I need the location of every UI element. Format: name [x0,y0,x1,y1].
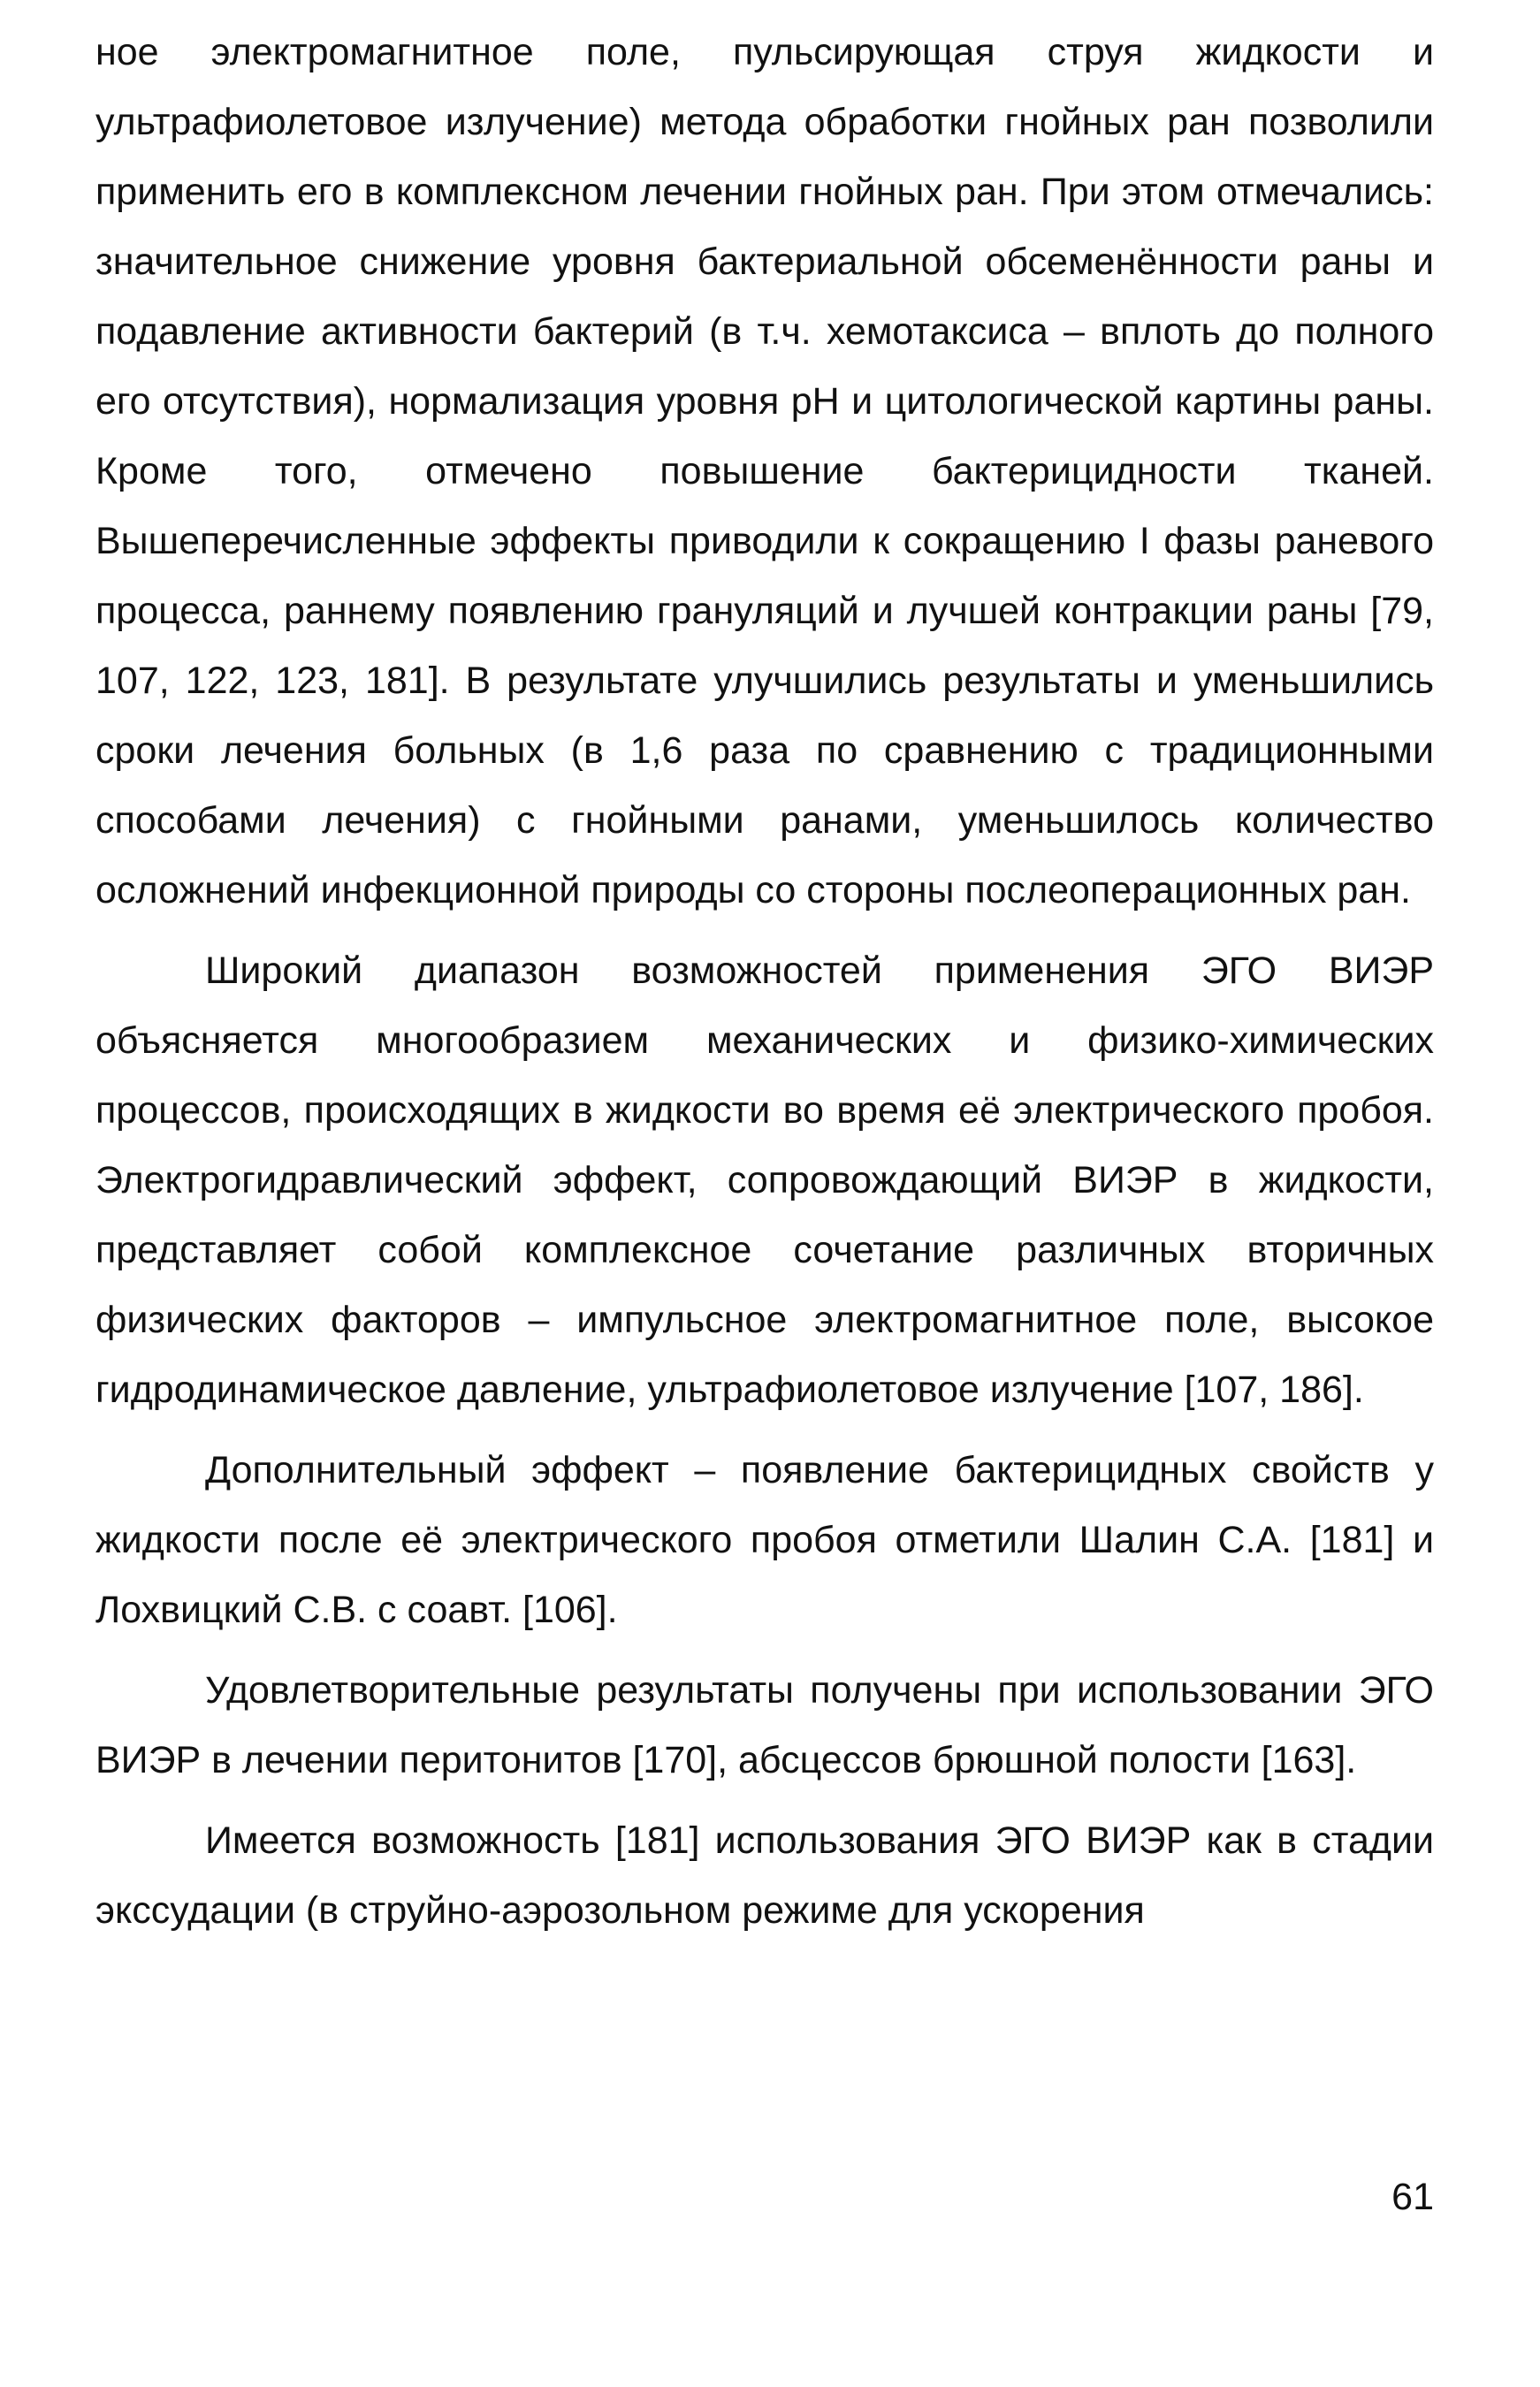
paragraph-peritonitis-results: Удовлетворительные результаты получены при использовании ЭГО ВИЭР в лечении перитонитов [170], абсцессов брюшной полости [163]. [95,1669,1434,1781]
paragraph-continued: ное электромагнитное поле, пульсирующая струя жидкости и ультрафиолетовое излучение) метода обработки гнойных ран позволили применить его в комплексном лечении гнойных ран. При этом отмечались: значительное снижение уровня бактериальной обсеменённости раны и подавление активности бактерий (в т.ч. хемотаксиса – вплоть до полного его отсутствия), нормализация уровня pH и цитологической картины раны. Кроме того, отмечено повышение бактерицидности тканей. Вышеперечисленные эффекты приводили к сокращению I фазы раневого процесса, раннему появлению грануляций и лучшей контракции раны [79, 107, 122, 123, 181]. В результате улучшились результаты и уменьшились сроки лечения больных (в 1,6 раза по сравнению с традиционными способами лечения) с гнойными ранами, уменьшилось количество осложнений инфекционной природы со стороны послеоперационных ран. [95,31,1434,911]
page-number: 61 [1391,2176,1434,2218]
paragraph-ego-viers-range: Широкий диапазон возможностей применения ЭГО ВИЭР объясняется многообразием механических и физико-химических процессов, происходящих в жидкости во время её электрического пробоя. Электрогидравлический эффект, сопровождающий ВИЭР в жидкости, представляет собой комплексное сочетание различных вторичных физических факторов – импульсное электромагнитное поле, высокое гидродинамическое давление, ультрафиолетовое излучение [107, 186]. [95,949,1434,1411]
paragraph-exudation-stage: Имеется возможность [181] использования ЭГО ВИЭР как в стадии экссудации (в струйно-аэрозольном режиме для ускорения [95,1819,1434,1932]
paragraph-bactericidal-effect: Дополнительный эффект – появление бактерицидных свойств у жидкости после её электрического пробоя отметили Шалин С.А. [181] и Лохвицкий С.В. с соавт. [106]. [95,1449,1434,1631]
body-text [95,18,1434,1946]
